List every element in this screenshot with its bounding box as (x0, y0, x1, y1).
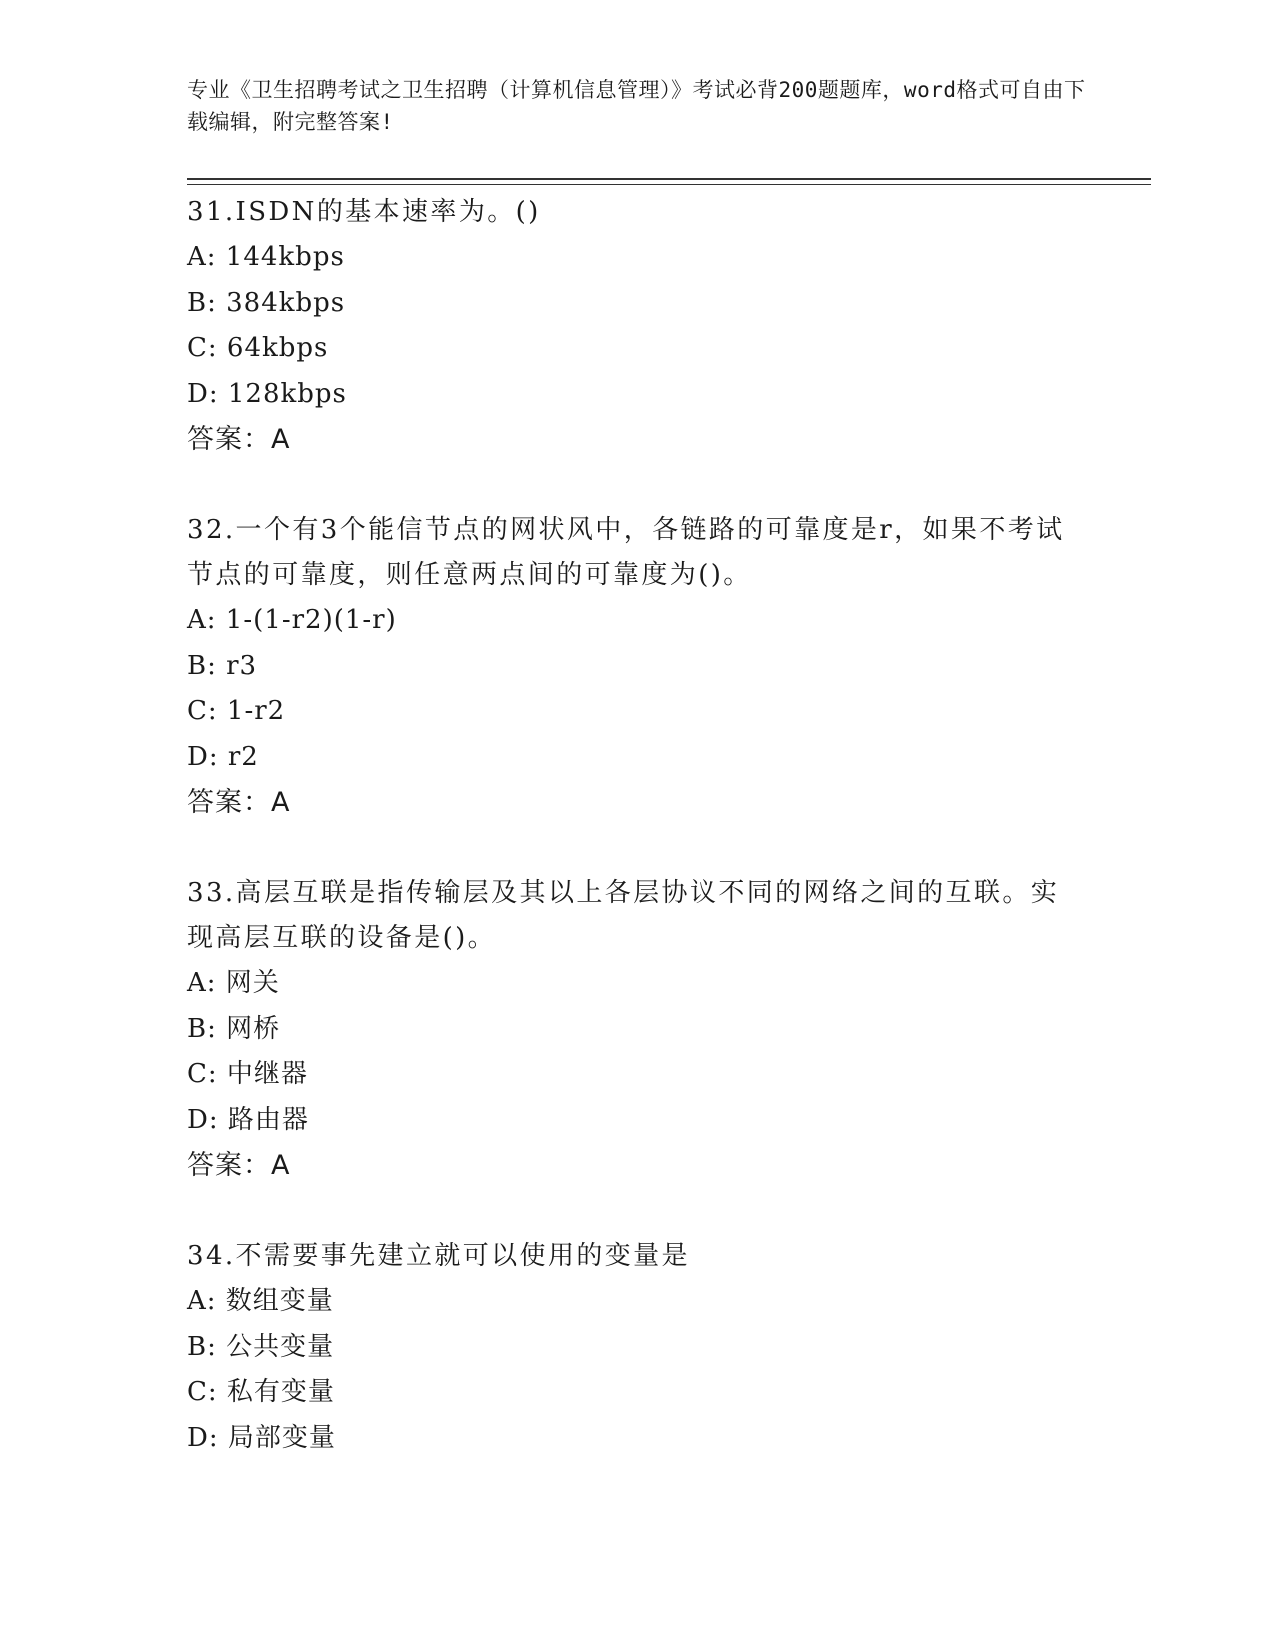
question-gap (187, 1189, 1087, 1234)
option-d: D: 128kbps (187, 378, 347, 409)
question-stem: 31.ISDN的基本速率为。() (187, 197, 541, 227)
option-c: C: 1-r2 (187, 696, 286, 726)
question-stem: 32.一个有3个能信节点的网状风中，各链路的可靠度是r，如果不考试节点的可靠度，则任意两点间的可靠度为()。 (187, 515, 1065, 590)
question-gap (187, 463, 1087, 508)
option-d: D: r2 (187, 741, 259, 772)
option-b: B: r3 (187, 650, 258, 681)
option-c: C: 私有变量 (187, 1377, 335, 1407)
question-stem: 34.不需要事先建立就可以使用的变量是 (187, 1241, 690, 1271)
question-33 (187, 871, 1087, 1189)
question-list (187, 190, 1087, 1461)
header-rule-thin (187, 184, 1151, 185)
option-a: A: 144kbps (187, 242, 345, 272)
option-b: B: 网桥 (187, 1013, 281, 1044)
header-rule-thick (187, 178, 1151, 180)
option-d: D: 路由器 (187, 1104, 309, 1135)
option-a: A: 数组变量 (187, 1286, 334, 1316)
question-32 (187, 508, 1087, 826)
document-header: 专业《卫生招聘考试之卫生招聘（计算机信息管理）》考试必背200题题库，word格式可自由下载编辑，附完整答案! (187, 78, 1086, 134)
option-b: B: 公共变量 (187, 1331, 335, 1362)
question-31 (187, 190, 1087, 463)
option-c: C: 64kbps (187, 333, 329, 363)
option-a: A: 1-(1-r2)(1-r) (187, 605, 397, 635)
question-gap (187, 826, 1087, 871)
answer-line: 答案：A (187, 1150, 291, 1181)
question-stem: 33.高层互联是指传输层及其以上各层协议不同的网络之间的互联。实现高层互联的设备是()。 (187, 878, 1060, 953)
answer-line: 答案：A (187, 787, 291, 818)
question-34 (187, 1234, 1087, 1461)
option-b: B: 384kbps (187, 287, 346, 318)
option-a: A: 网关 (187, 968, 280, 998)
option-c: C: 中继器 (187, 1059, 308, 1089)
answer-line: 答案：A (187, 424, 291, 455)
option-d: D: 局部变量 (187, 1422, 336, 1453)
